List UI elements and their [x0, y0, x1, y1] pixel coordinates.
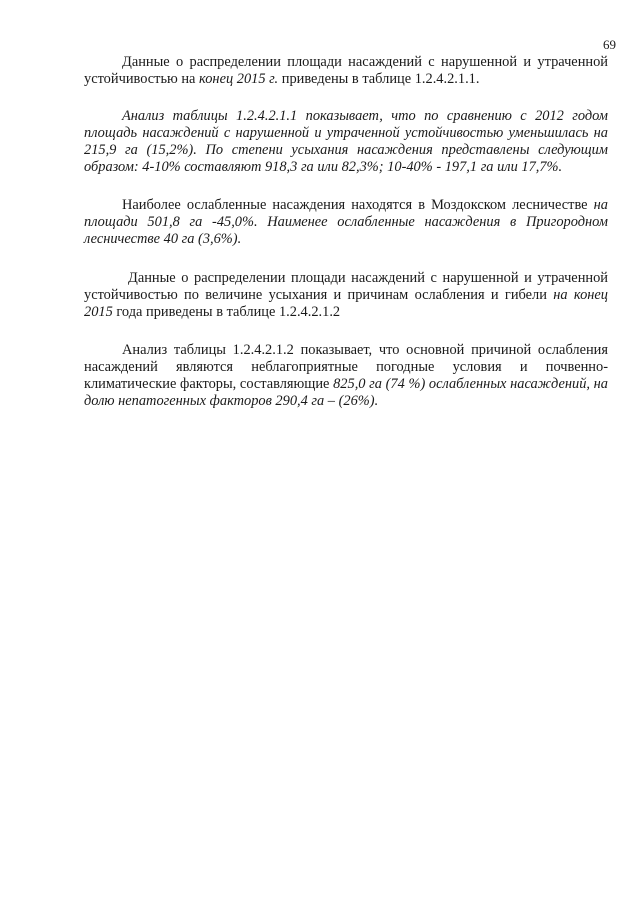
paragraph-text: приведены в таблице 1.2.4.2.1.1.	[278, 71, 480, 87]
paragraph-italic-text: на конец 2015	[84, 287, 608, 320]
paragraph-forestry-comparison	[84, 197, 608, 248]
paragraph-text: года приведены в таблице 1.2.4.2.1.2	[112, 304, 341, 320]
paragraph-text: Данные о распределении площади насаждений с нарушенной и утраченной устойчивостью на	[84, 54, 608, 87]
paragraph-text: Наиболее ослабленные насаждения находятся в Моздокском лесничестве	[122, 197, 594, 213]
paragraph-italic-text: на площади 501,8 га -45,0%. Наименее ослабленные насаждения в Пригородном лесничестве 40 га (3,6%).	[84, 197, 608, 247]
paragraph-table-1-intro	[84, 54, 608, 88]
paragraph-table-1-analysis: Анализ таблицы 1.2.4.2.1.1 показывает, что по сравнению с 2012 годом площадь насаждений с нарушенной и утраченной устойчивостью уменьшилась на 215,9 га (15,2%). По степени усыхания насаждения представлены следующим образом: 4-10% составляют 918,3 га или 82,3%; 10-40% - 197,1 га или 17,7%.	[84, 108, 608, 175]
paragraph-table-2-intro	[84, 270, 608, 321]
paragraph-text: Данные о распределении площади насаждений с нарушенной и утраченной устойчивостью по величине усыхания и причинам ослабления и гибели	[84, 270, 608, 303]
paragraph-table-2-analysis	[84, 342, 608, 410]
page-number: 69	[603, 37, 616, 52]
paragraph-italic-text: конец 2015 г.	[199, 71, 279, 87]
paragraph-text: Анализ таблицы 1.2.4.2.1.2 показывает, что основной причиной ослабления насаждений являются неблагоприятные погодные условия и почвенно-климатические факторы, составляющие	[84, 342, 608, 392]
paragraph-italic-text: 825,0 га (74 %) ослабленных насаждений, на долю непатогенных факторов 290,4 га – (26%).	[84, 376, 609, 409]
